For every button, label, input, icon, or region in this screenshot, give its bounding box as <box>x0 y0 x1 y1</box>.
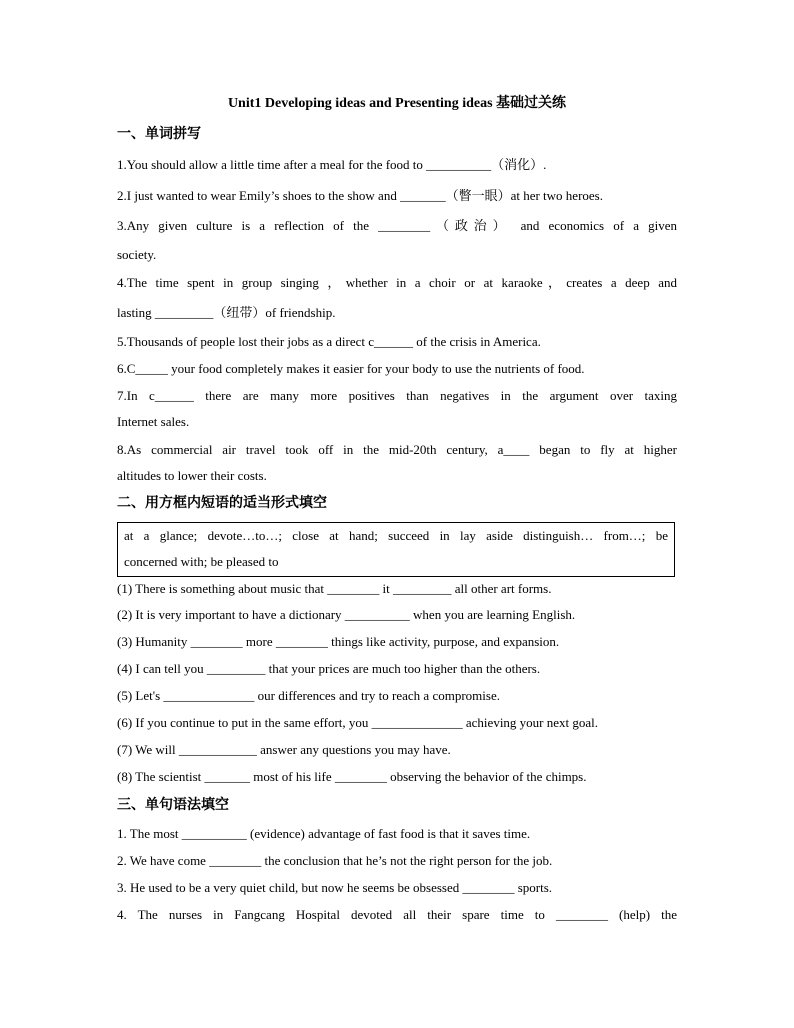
spelling-question-1: 1.You should allow a little time after a meal for the food to __________（消化）. <box>117 157 547 172</box>
phrase-box-line-2: concerned with; be pleased to <box>124 554 279 569</box>
phrase-question-3: (3) Humanity ________ more ________ things like activity, purpose, and expansion. <box>117 634 560 649</box>
spelling-question-5: 5.Thousands of people lost their jobs as a direct c______ of the crisis in America. <box>117 334 541 349</box>
phrase-question-6: (6) If you continue to put in the same effort, you ______________ achieving your next goal. <box>117 715 599 730</box>
phrase-question-8: (8) The scientist _______ most of his life ________ observing the behavior of the chimps. <box>117 769 587 784</box>
phrase-box <box>117 522 675 577</box>
section-heading-grammar: 三、单句语法填空 <box>117 797 229 813</box>
spelling-question-2: 2.I just wanted to wear Emily’s shoes to the show and _______（瞥一眼）at her two heroes. <box>117 188 603 203</box>
spelling-question-6: 6.C_____ your food completely makes it easier for your body to use the nutrients of food. <box>117 361 585 376</box>
grammar-question-3: 3. He used to be a very quiet child, but now he seems be obsessed ________ sports. <box>117 880 553 895</box>
grammar-question-1: 1. The most __________ (evidence) advantage of fast food is that it saves time. <box>117 826 531 841</box>
spelling-question-3: 3.Any given culture is a reflection of the ________（政治） and economics of a given <box>117 218 677 233</box>
section-heading-spelling: 一、单词拼写 <box>117 126 201 142</box>
spelling-question-4-cont: lasting _________（纽带）of friendship. <box>117 305 336 320</box>
spelling-question-3-cont: society. <box>117 247 157 262</box>
page-title: Unit1 Developing ideas and Presenting ideas 基础过关练 <box>227 96 567 111</box>
spelling-question-8-cont: altitudes to lower their costs. <box>117 468 267 483</box>
grammar-question-2: 2. We have come ________ the conclusion that he’s not the right person for the job. <box>117 853 553 868</box>
spelling-question-4: 4.The time spent in group singing ，whether in a choir or at karaoke，creates a deep and <box>117 275 678 290</box>
phrase-question-4: (4) I can tell you _________ that your prices are much too higher than the others. <box>117 661 541 676</box>
phrase-box-line-1: at a glance; devote…to…; close at hand; succeed in lay aside distinguish… from…; be <box>124 528 668 543</box>
spelling-question-7-cont: Internet sales. <box>117 414 190 429</box>
phrase-question-2: (2) It is very important to have a dictionary __________ when you are learning English. <box>117 607 576 622</box>
spelling-question-8: 8.As commercial air travel took off in the mid-20th century, a____ began to fly at higher <box>117 442 677 457</box>
section-heading-phrases: 二、用方框内短语的适当形式填空 <box>117 495 327 511</box>
spelling-question-7: 7.In c______ there are many more positives than negatives in the argument over taxing <box>117 388 677 403</box>
grammar-question-4: 4. The nurses in Fangcang Hospital devoted all their spare time to ________ (help) the <box>117 907 677 922</box>
phrase-question-5: (5) Let's ______________ our differences and try to reach a compromise. <box>117 688 500 703</box>
phrase-question-1: (1) There is something about music that ________ it _________ all other art forms. <box>117 581 552 596</box>
phrase-question-7: (7) We will ____________ answer any questions you may have. <box>117 742 451 757</box>
